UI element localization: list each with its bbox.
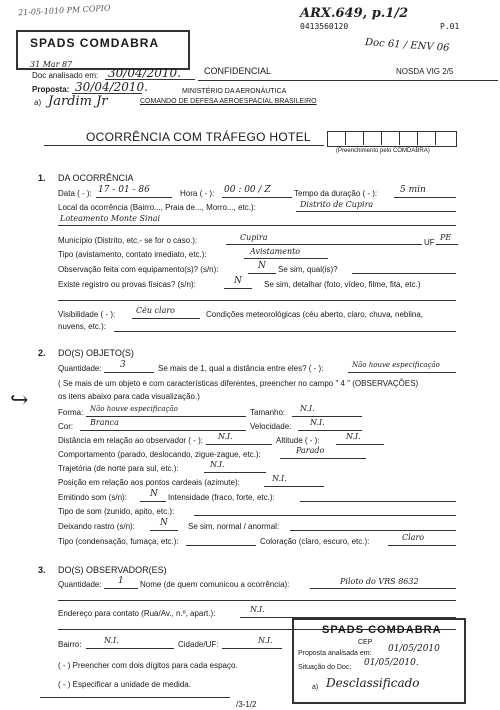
meteo-line bbox=[114, 331, 456, 332]
visibilidade-value: Céu claro bbox=[136, 306, 175, 315]
posicao-label: Posição em relação aos pontos cardeais (azimute): bbox=[58, 478, 240, 487]
tipo-value: Avistamento bbox=[250, 247, 301, 256]
uf-value: PE bbox=[440, 233, 452, 242]
bairro-line bbox=[86, 648, 174, 649]
margin-mark-arrow: ↪ bbox=[10, 388, 29, 413]
objeto-note-2: os itens abaixo para cada visualização.) bbox=[58, 392, 200, 401]
proposta-label: Proposta: bbox=[32, 85, 70, 94]
comportamento-line bbox=[280, 458, 366, 459]
municipio-value: Cupira bbox=[240, 233, 268, 242]
hora-line bbox=[222, 197, 292, 198]
cidade-value: N.I. bbox=[258, 636, 273, 645]
dist-obs-value: N.I. bbox=[218, 432, 233, 441]
stamp-proposta-value: 01/05/2010 bbox=[388, 644, 440, 654]
cidade-label: Cidade/UF: bbox=[178, 640, 219, 649]
command-label: COMANDO DE DEFESA AEROESPACIAL BRASILEIRO bbox=[140, 98, 317, 105]
obs-line bbox=[248, 273, 276, 274]
section1-number: 1. bbox=[38, 173, 46, 183]
stamp-title: SPADS COMDABRA bbox=[30, 36, 160, 50]
cor-line bbox=[80, 430, 246, 431]
registro-line-2 bbox=[58, 300, 456, 301]
tipo-rastro-label: Tipo (condensação, fumaça, etc.): bbox=[58, 537, 179, 546]
qtd-obs-value: 1 bbox=[118, 576, 124, 586]
forma-label: Forma: bbox=[58, 408, 84, 417]
meteo-label: Condições meteorológicas (céu aberto, claro, chuva, neblina, bbox=[206, 310, 424, 319]
page-number: /3-1/2 bbox=[236, 700, 257, 709]
dist-entre-line bbox=[348, 372, 456, 373]
coloracao-label: Coloração (claro, escuro, etc.): bbox=[260, 537, 370, 546]
meteo-label-2: nuvens, etc.): bbox=[58, 322, 107, 331]
nome-value: Piloto do VRS 8632 bbox=[340, 577, 419, 586]
confidencial-label: CONFIDENCIAL bbox=[204, 66, 272, 76]
velocidade-line bbox=[298, 430, 362, 431]
velocidade-label: Velocidade: bbox=[250, 422, 292, 431]
normal-label: Se sim, normal / anormal: bbox=[188, 522, 280, 531]
stamp-date: 31 Mar 87 bbox=[30, 60, 73, 69]
posicao-value: N.I. bbox=[272, 474, 287, 483]
comdabra-fill-boxes bbox=[327, 131, 457, 147]
uf-label: UF bbox=[424, 238, 435, 247]
endereco-label: Endereço para contato (Rua/Av., n.º, apart.): bbox=[58, 609, 216, 618]
tipo-label: Tipo (avistamento, contato imediato, etc.): bbox=[58, 250, 207, 259]
municipio-label: Município (Distrito, etc.- se for o caso.): bbox=[58, 236, 198, 245]
stamp-signature: Desclassificado bbox=[326, 676, 420, 690]
stamp-sign-prefix: a) bbox=[312, 684, 319, 691]
section3-number: 3. bbox=[38, 565, 46, 575]
nome-line-2 bbox=[58, 600, 456, 601]
stamp-bottom-title: SPADS COMDABRA bbox=[322, 624, 442, 636]
tamanho-line bbox=[292, 416, 362, 417]
fill-box-divider-1 bbox=[345, 131, 346, 145]
posicao-line bbox=[264, 486, 324, 487]
velocidade-value: N.I. bbox=[310, 418, 325, 427]
local-line bbox=[296, 211, 456, 212]
trajetoria-value: N.I. bbox=[210, 460, 225, 469]
stamp-situacao-value: 01/05/2010. bbox=[364, 658, 419, 668]
local-value: Distrito de Cupira bbox=[300, 200, 374, 209]
tipo-rastro-line bbox=[186, 545, 256, 546]
qtd-objetos-value: 3 bbox=[120, 360, 126, 370]
form-title-line bbox=[44, 145, 324, 146]
section1-title: DA OCORRÊNCIA bbox=[58, 173, 134, 183]
fill-box-divider-6 bbox=[435, 131, 436, 145]
legend-digits: ( - ) Preencher com dois dígitos para cada espaço. bbox=[58, 661, 238, 670]
som-label: Emitindo som (s/n): bbox=[58, 493, 127, 502]
dist-obs-line bbox=[206, 444, 272, 445]
fill-box-divider-4 bbox=[399, 131, 400, 145]
section3-title: DO(S) OBSERVADOR(ES) bbox=[58, 565, 167, 575]
obs-label: Observação feita com equipamento(s)? (s/n): bbox=[58, 265, 219, 274]
nome-label: Nome (de quem comunicou a ocorrência): bbox=[140, 580, 290, 589]
signature-top: Jardim Jr bbox=[48, 94, 108, 109]
registro-label: Existe registro ou provas físicas? (s/n): bbox=[58, 280, 196, 289]
duracao-line bbox=[394, 197, 456, 198]
coloracao-line bbox=[388, 545, 456, 546]
endereco-value: N.I. bbox=[250, 605, 265, 614]
qtd-obs-label: Quantidade: bbox=[58, 580, 102, 589]
registro-value: N bbox=[234, 276, 242, 286]
dist-entre-value: Não houve especificação bbox=[352, 361, 440, 369]
hora-value: 00 : 00 / Z bbox=[224, 185, 271, 195]
forma-value: Não houve especificação bbox=[90, 405, 178, 413]
cor-value: Branca bbox=[90, 418, 119, 427]
normal-line bbox=[290, 530, 456, 531]
altitude-value: N.I. bbox=[346, 432, 361, 441]
tipo-line bbox=[244, 258, 328, 259]
visibilidade-line bbox=[132, 318, 200, 319]
fill-note: (Preenchimento pelo COMDABRA) bbox=[336, 148, 430, 154]
section2-title: DO(S) OBJETO(S) bbox=[58, 348, 134, 358]
obs-qual-label: Se sim, qual(is)? bbox=[278, 265, 338, 274]
fill-box-divider-2 bbox=[363, 131, 364, 145]
fill-box-divider-3 bbox=[381, 131, 382, 145]
tamanho-label: Tamanho: bbox=[250, 408, 286, 417]
intensidade-label: Intensidade (fraco, forte, etc.): bbox=[168, 493, 275, 502]
altitude-line bbox=[336, 444, 384, 445]
doc-analisado-label: Doc analisado em: bbox=[32, 71, 99, 80]
comportamento-label: Comportamento (parado, deslocando, zigue-zague, etc.): bbox=[58, 450, 261, 459]
fax-header-line: 21-05-1010 PM COPIO bbox=[17, 3, 111, 18]
cidade-line bbox=[222, 648, 282, 649]
local-line-2 bbox=[58, 225, 456, 226]
rastro-label: Deixando rastro (s/n): bbox=[58, 522, 135, 531]
objeto-note-1: ( Se mais de um objeto e com características diferentes, preencher no campo " 4 " (OBSERVAÇÕES) bbox=[58, 379, 419, 388]
date-label: Data ( - ): bbox=[58, 189, 92, 198]
tamanho-value: N.I. bbox=[300, 404, 315, 413]
proposta-value: 30/04/2010. bbox=[75, 80, 148, 94]
local-value-2: Loteamento Monte Sinai bbox=[60, 214, 161, 223]
municipio-line bbox=[226, 244, 422, 245]
som-value: N bbox=[150, 489, 158, 499]
obs-qual-line bbox=[352, 273, 456, 274]
altitude-label: Altitude ( - ): bbox=[276, 436, 320, 445]
form-code: NOSDA VIG 2/5 bbox=[396, 67, 454, 76]
uf-line bbox=[436, 244, 458, 245]
qtd-objetos-label: Quantidade: bbox=[58, 364, 102, 373]
date-line bbox=[96, 197, 172, 198]
dist-obs-label: Distância em relação ao observador ( - ): bbox=[58, 436, 203, 445]
intensidade-line bbox=[300, 501, 456, 502]
obs-value: N bbox=[258, 261, 266, 271]
rastro-value: N bbox=[160, 518, 168, 528]
section2-number: 2. bbox=[38, 348, 46, 358]
dist-entre-label: Se mais de 1, qual a distância entre eles? ( - ): bbox=[158, 364, 324, 373]
stamp-proposta-label: Proposta analisada em: bbox=[298, 650, 372, 657]
bairro-value: N.I. bbox=[104, 636, 119, 645]
legend-unit: ( - ) Especificar a unidade de medida. bbox=[58, 680, 191, 689]
coloracao-value: Claro bbox=[402, 533, 425, 542]
comportamento-value: Parado bbox=[296, 446, 325, 455]
page-code: P.01 bbox=[440, 22, 460, 31]
duracao-label: Tempo da duração ( - ): bbox=[294, 189, 378, 198]
date-value: 17 - 01 - 86 bbox=[98, 185, 150, 195]
cor-label: Cor: bbox=[58, 422, 74, 431]
trajetoria-line bbox=[204, 472, 266, 473]
stamp-situacao-label: Situação do Doc: bbox=[298, 664, 352, 671]
bairro-label: Bairro: bbox=[58, 640, 82, 649]
local-label: Local da ocorrência (Bairro..., Praia de..., Morro..., etc.): bbox=[58, 203, 256, 212]
form-title: OCORRÊNCIA COM TRÁFEGO HOTEL bbox=[86, 130, 311, 144]
som-line bbox=[140, 501, 166, 502]
duracao-value: 5 min bbox=[400, 185, 426, 195]
nome-line bbox=[310, 588, 456, 589]
rastro-line bbox=[150, 530, 178, 531]
archive-reference: ARX.649, p.1/2 bbox=[300, 6, 409, 21]
visibilidade-label: Visibilidade ( - ): bbox=[58, 310, 116, 319]
ministry-label: MINISTÉRIO DA AERONÁUTICA bbox=[182, 88, 287, 95]
doc-reference: Doc 61 / ENV 06 bbox=[364, 37, 450, 54]
tipo-som-line bbox=[194, 515, 456, 516]
qtd-obs-line bbox=[104, 588, 138, 589]
footer-line bbox=[40, 697, 230, 698]
forma-line bbox=[86, 416, 246, 417]
hora-label: Hora ( - ): bbox=[180, 189, 215, 198]
registro-detail: Se sim, detalhar (foto, vídeo, filme, fita, etc.) bbox=[264, 280, 421, 289]
fill-box-divider-5 bbox=[417, 131, 418, 145]
trajetoria-label: Trajetória (de norte para sul, etc.): bbox=[58, 464, 179, 473]
tipo-som-label: Tipo de som (zunido, apito, etc.): bbox=[58, 507, 175, 516]
qtd-objetos-line bbox=[104, 372, 154, 373]
sign-prefix-top: a) bbox=[34, 98, 42, 107]
stamp-cep-label: CEP bbox=[358, 639, 373, 646]
fax-number: 0413560120 bbox=[300, 22, 349, 31]
doc-analisado-value: 30/04/2010. bbox=[108, 66, 181, 80]
registro-line bbox=[224, 288, 252, 289]
